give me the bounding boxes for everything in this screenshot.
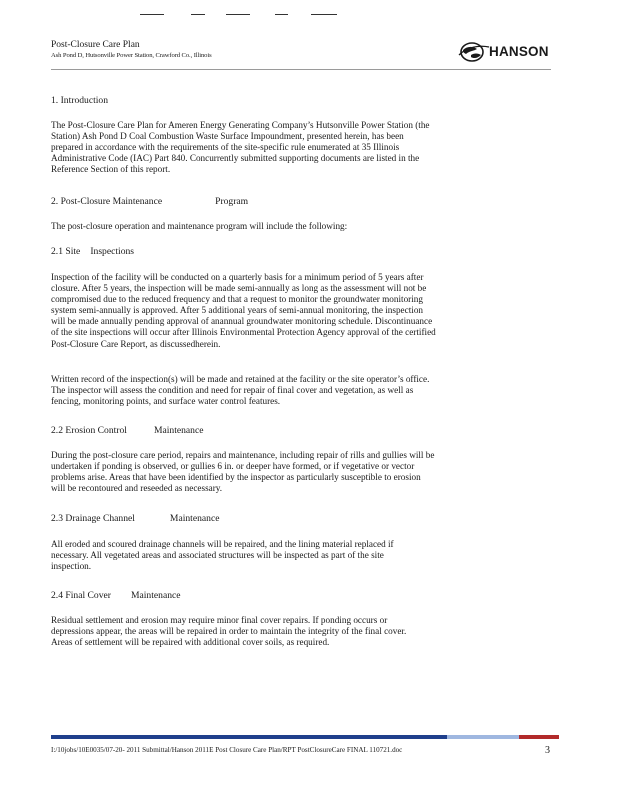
section-heading-introduction: 1. Introduction — [51, 95, 109, 106]
text-line: All eroded and scoured drainage channels will be repaired, and the lining material replaced if — [51, 539, 394, 549]
text-line: The inspector will assess the condition and need for repair of final cover and vegetation, as well as — [51, 385, 414, 396]
text-line: undertaken if ponding is observed, or gullies 6 in. or deeper have formed, or if vegetative or vector — [51, 461, 415, 472]
logo-wordmark: HANSON — [489, 44, 549, 59]
paragraph-program — [51, 221, 551, 232]
section-heading-drainage-channel — [51, 513, 219, 524]
heading-part: Maintenance — [130, 590, 181, 601]
text-line: of the site inspections will occur after Illinois Environmental Protection Agency approval of the certified — [51, 327, 436, 338]
text-line: Administrative Code (IAC) Part 840. Concurrently submitted supporting documents are listed in the — [51, 153, 420, 164]
heading-part: Inspections — [90, 246, 135, 257]
text-line: Residual settlement and erosion may require minor final cover repairs. If ponding occurs or — [51, 615, 388, 625]
header-subtitle: Ash Pond D, Hutsonville Power Station, Crawford Co., Illinois — [51, 52, 212, 59]
text-line: During the post-closure care period, repairs and maintenance, including repair of rills and gullies will be — [51, 450, 435, 460]
footer-bar-red — [519, 735, 559, 739]
heading-part: 2.1 Site — [51, 246, 81, 257]
company-logo — [457, 41, 552, 63]
heading-part: 2.2 Erosion Control — [51, 425, 127, 436]
heading-part: 2.4 Final Cover — [51, 590, 111, 601]
section-heading-site-inspections — [51, 246, 134, 257]
header-dash-marks — [140, 14, 400, 20]
text-line: prepared in accordance with the requirements of the site-specific rule enumerated at 35 Illinois — [51, 142, 400, 153]
text-line: will be recontoured and reseeded as necessary. — [51, 483, 223, 494]
paragraph-introduction — [51, 120, 551, 175]
paragraph-erosion-control — [51, 450, 551, 494]
section-heading-post-closure-maintenance — [51, 196, 248, 207]
heading-part: 2.3 Drainage Channel — [51, 513, 135, 524]
header-title: Post-Closure Care Plan — [51, 40, 140, 50]
paragraph-written-record — [51, 374, 551, 407]
paragraph-final-cover — [51, 615, 551, 648]
footer-file-path: I:/10jobs/10E0035/07-20- 2011 Submittal/Hanson 2011E Post Closure Care Plan/RPT PostClosureCare FINAL 110721.doc — [51, 746, 403, 754]
heading-part: Maintenance — [169, 513, 220, 524]
paragraph-site-inspections — [51, 272, 551, 350]
page-number: 3 — [545, 745, 550, 756]
heading-part: Maintenance — [153, 425, 204, 436]
text-line: necessary. All vegetated areas and associated structures will be inspected as part of the site — [51, 550, 384, 561]
footer-bar-light-blue — [447, 735, 519, 739]
text-line: Areas of settlement will be repaired with additional cover soils, as required. — [51, 637, 330, 648]
header-divider — [51, 69, 551, 70]
text-line: The post-closure operation and maintenance program will include the following: — [51, 221, 348, 231]
section-heading-erosion-control — [51, 425, 204, 436]
heading-part: Program — [215, 196, 249, 207]
text-line: compromised due to the reduced frequency and that a request to monitor the groundwater monitoring — [51, 294, 423, 305]
text-line: Reference Section of this report. — [51, 164, 171, 175]
text-line: Post-Closure Care Report, as discussedherein. — [51, 338, 221, 349]
text-line: Written record of the inspection(s) will be made and retained at the facility or the site operator’s office. — [51, 374, 430, 384]
text-line: problems arise. Areas that have been identified by the inspector as particularly susceptible to erosion — [51, 472, 421, 483]
paragraph-drainage-channel — [51, 539, 551, 572]
section-heading-final-cover — [51, 590, 181, 601]
globe-icon — [457, 41, 491, 63]
heading-part: 2. Post-Closure Maintenance — [51, 196, 163, 207]
footer-bar-navy — [51, 735, 447, 739]
text-line: depressions appear, the areas will be repaired in order to maintain the integrity of the final cover. — [51, 626, 407, 637]
text-line: Station) Ash Pond D Coal Combustion Waste Surface Impoundment, presented herein, has been — [51, 131, 404, 142]
text-line: inspection. — [51, 561, 92, 572]
text-line: closure. After 5 years, the inspection will be made semi-annually as long as the assessment will not be — [51, 283, 427, 294]
text-line: The Post-Closure Care Plan for Ameren Energy Generating Company’s Hutsonville Power Station (the — [51, 120, 430, 130]
text-line: fencing, monitoring points, and surface water control features. — [51, 396, 281, 407]
text-line: Inspection of the facility will be conducted on a quarterly basis for a minimum period of 5 years after — [51, 272, 424, 282]
text-line: will be made annually pending approval of anannual groundwater monitoring schedule. Discontinuance — [51, 316, 433, 327]
text-line: system semi-annually is approved. After 5 additional years of semi-annual monitoring, the inspection — [51, 305, 424, 316]
